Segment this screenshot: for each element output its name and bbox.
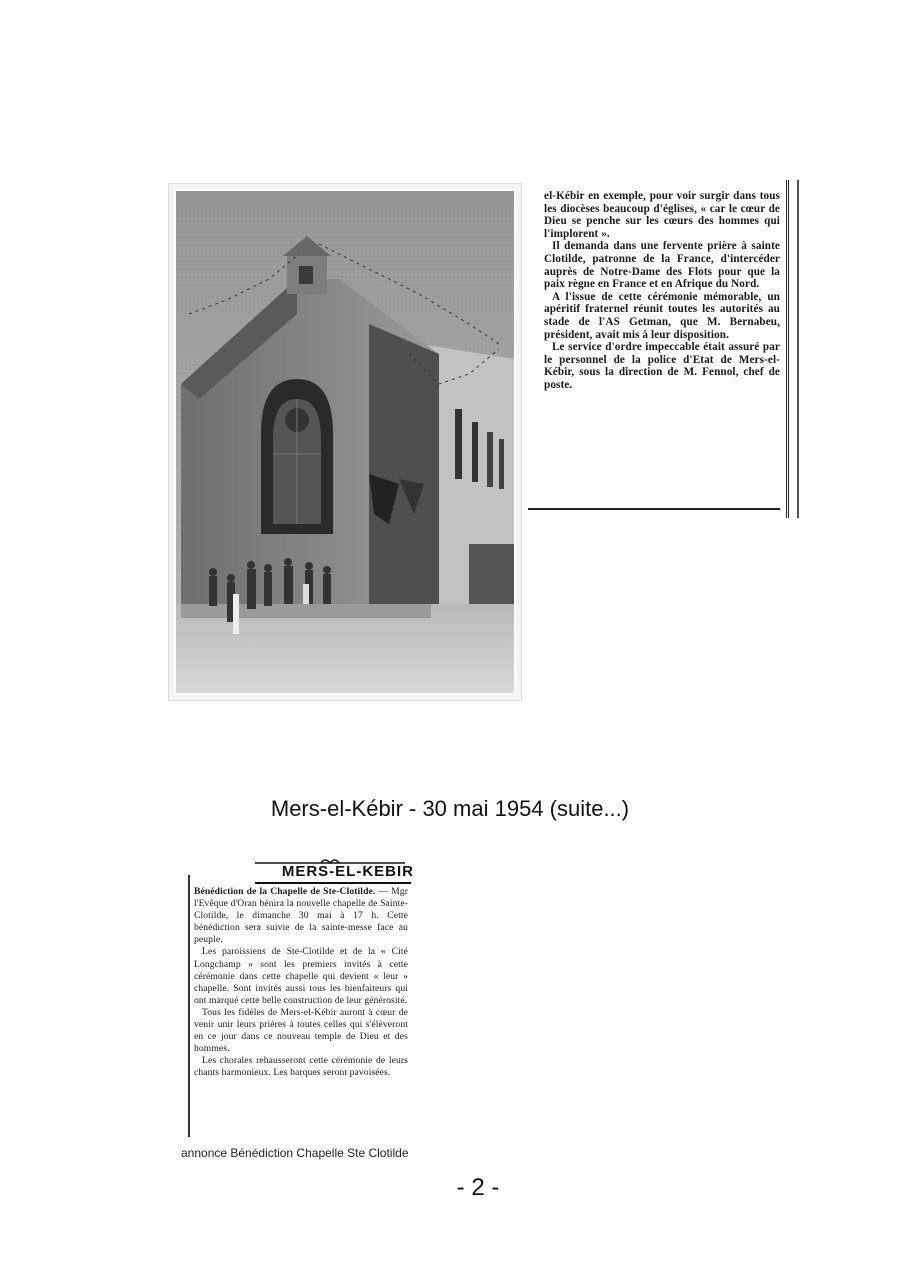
newspaper-clipping-continued: [528, 180, 796, 520]
clipping-paragraph: Le service d'ordre impeccable était assuré par le personnel de la police d'Etat de Mers-el-Kébir, sous la direction de M. Fennol, chef de poste.: [544, 341, 780, 391]
clipping-paragraph: el-Kébir en exemple, pour voir surgir dans tous les diocèses beaucoup d'églises, « car le cœur de Dieu se penche sur les cœurs des hommes qui l'implorent ».: [544, 190, 780, 240]
page-heading: Mers-el-Kébir - 30 mai 1954 (suite...): [270, 796, 630, 821]
title-rule: [255, 882, 411, 884]
announcement-lead: Bénédiction de la Chapelle de Ste-Clotilde.: [194, 886, 376, 897]
column-rule-right: [786, 180, 799, 518]
clipping-paragraph: Il demanda dans une fervente prière à sainte Clotilde, patronne de la France, d'intercéder auprès de Notre-Dame des Flots pour que la paix règne en France et en Afrique du Nord.: [544, 240, 780, 291]
column-rule-left: [188, 875, 190, 1137]
announcement-lead-rest: — Mgr l'Evêque d'Oran bénira la nouvelle chapelle de Sainte-Clotilde, le dimanche 30 mai à 17 h. Cette bénédiction sera suivie de la sainte-messe face au peuple.: [194, 886, 408, 946]
announcement-paragraph: Les paroissiens de Ste-Clotilde et de la « Cité Longchamp » sont les premiers invités à cette cérémonie dans cette chapelle qui devient « leur » chapelle. Sont invités aussi tous les bienfaiteurs qui ont marqué cette belle construction de leur générosité.: [194, 946, 408, 1006]
clipping-caption: annonce Bénédiction Chapelle Ste Clotilde: [181, 1146, 409, 1160]
clipping-continued-text: [544, 190, 780, 392]
announcement-paragraph: Tous les fidèles de Mers-el-Kébir auront à cœur de venir unir leurs prières à toutes celles qui s'élèveront en ce jour dans ce nouveau temple de Dieu et des hommes.: [194, 1006, 408, 1055]
announcement-text: [194, 886, 408, 1080]
chapel-photo: [168, 183, 522, 701]
column-rule-bottom: [528, 508, 780, 510]
clipping-paragraph: A l'issue de cette cérémonie mémorable, un apéritif fraternel réunit toutes les autorités au stade de l'AS Getman, que M. Bernabeu, président, avait mis à leur disposition.: [544, 290, 780, 341]
page-number: - 2 -: [456, 1174, 500, 1201]
announcement-paragraph: Les chorales rehausseront cette cérémonie de leurs chants harmonieux. Les barques seront pavoisées.: [194, 1055, 408, 1079]
announcement-paragraph: [194, 886, 408, 946]
newspaper-clipping-announcement: [180, 855, 412, 1140]
clipping-title: MERS-EL-KEBIR: [281, 863, 414, 880]
chapel-photo-graphic: [169, 184, 521, 700]
